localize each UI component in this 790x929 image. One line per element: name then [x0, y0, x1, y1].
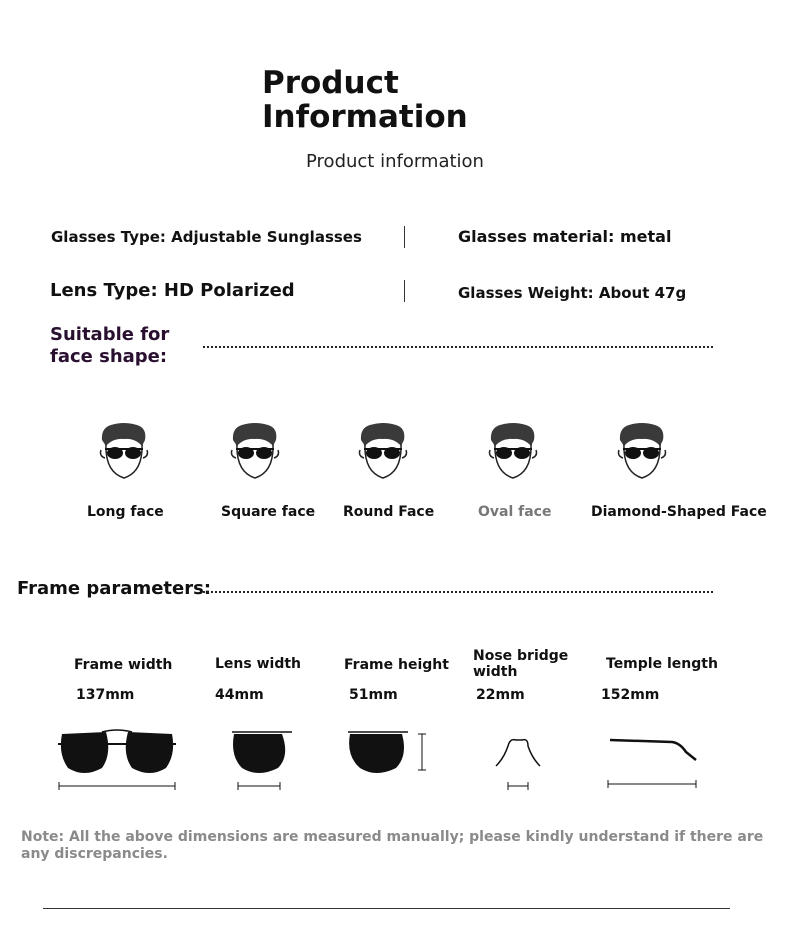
dotted-divider [203, 346, 713, 348]
glasses-weight-spec: Glasses Weight: About 47g [458, 284, 687, 302]
spec-divider [404, 280, 405, 302]
nose-bridge-width-label: Nose bridge width [473, 648, 569, 680]
face-avatar-icon [228, 422, 282, 486]
page-title: Product Information [262, 65, 468, 135]
nose-bridge-diagram-icon [494, 736, 542, 792]
temple-length-label: Temple length [606, 656, 718, 672]
face-shape-round-label: Round Face [343, 504, 435, 520]
face-shape-diamond-label: Diamond-Shaped Face [591, 504, 767, 520]
face-avatar-icon [97, 422, 151, 486]
page-subtitle: Product information [306, 151, 484, 172]
frame-parameters-heading: Frame parameters: [17, 578, 212, 599]
frame-width-diagram-icon [54, 724, 180, 794]
dotted-divider [203, 591, 713, 593]
lens-width-diagram-icon [230, 726, 294, 792]
frame-height-label: Frame height [344, 657, 449, 673]
face-shape-oval-label: Oval face [478, 504, 552, 520]
frame-height-value: 51mm [349, 687, 398, 703]
frame-height-diagram-icon [346, 726, 428, 778]
glasses-type-spec: Glasses Type: Adjustable Sunglasses [51, 228, 362, 246]
temple-length-diagram-icon [606, 734, 702, 790]
lens-width-value: 44mm [215, 687, 264, 703]
temple-length-value: 152mm [601, 687, 660, 703]
measurement-note: Note: All the above dimensions are measured manually; please kindly understand if there are any discrepancies. [21, 829, 764, 862]
face-shape-square-label: Square face [221, 504, 316, 520]
face-avatar-icon [615, 422, 669, 486]
face-avatar-icon [356, 422, 410, 486]
frame-width-label: Frame width [74, 657, 173, 673]
face-avatar-icon [486, 422, 540, 486]
lens-type-spec: Lens Type: HD Polarized [50, 280, 295, 301]
lens-width-label: Lens width [215, 656, 302, 672]
frame-width-value: 137mm [76, 687, 135, 703]
nose-bridge-width-value: 22mm [476, 687, 525, 703]
face-shape-long-label: Long face [87, 504, 164, 520]
glasses-material-spec: Glasses material: metal [458, 227, 672, 246]
face-shape-heading: Suitable for face shape: [50, 324, 170, 367]
spec-divider [404, 226, 405, 248]
footer-divider [43, 908, 730, 909]
